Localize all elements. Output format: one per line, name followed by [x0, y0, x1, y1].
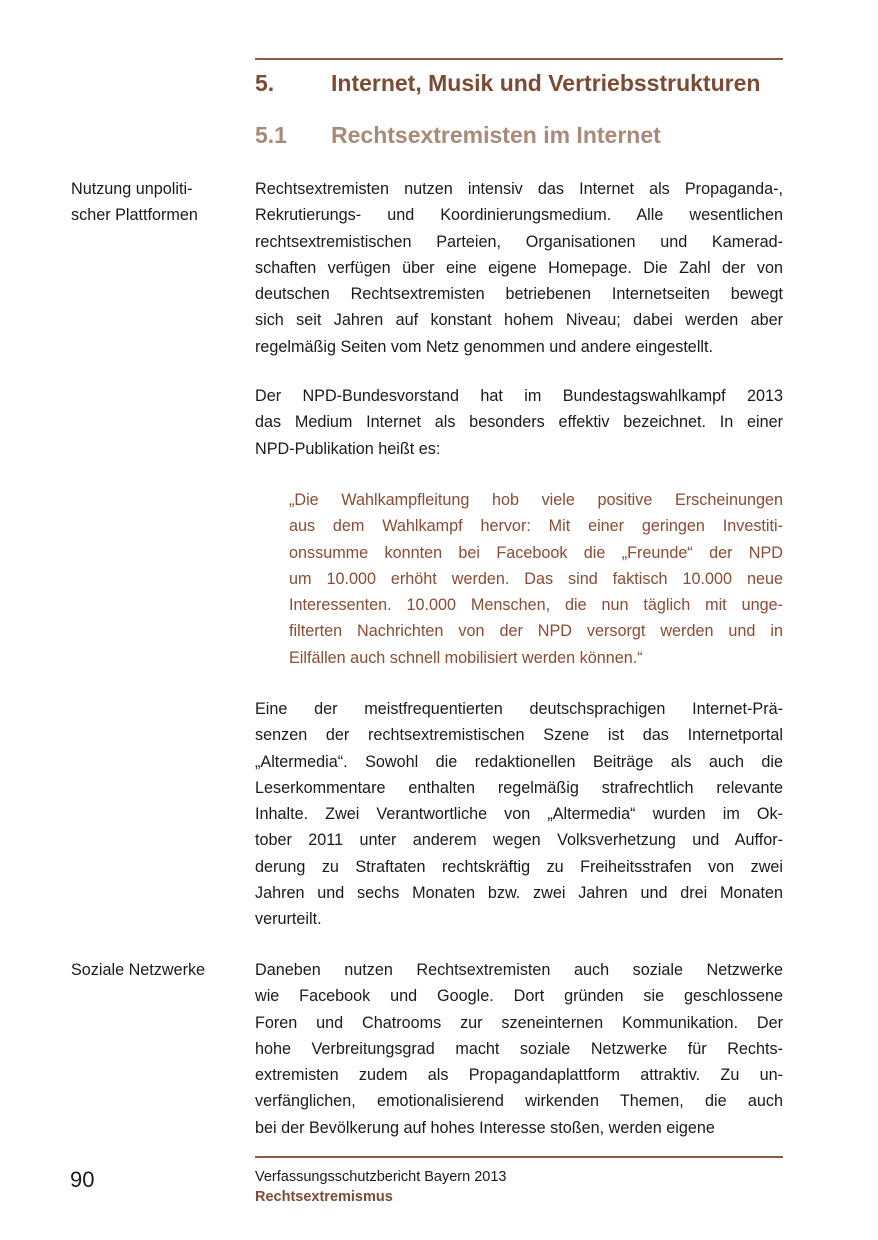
section-title: Internet, Musik und Vertriebsstrukturen — [331, 70, 761, 96]
text-line: Daneben nutzen Rechtsextremisten auch soziale Netzwerke — [255, 961, 783, 979]
paragraph-4 — [255, 957, 783, 1141]
paragraph-3 — [255, 696, 783, 933]
footer-publication: Verfassungsschutzbericht Bayern 2013 — [255, 1169, 507, 1185]
paragraph-2 — [255, 383, 783, 462]
text-line: Interessenten. 10.000 Menschen, die nun täglich mit unge- — [289, 596, 783, 615]
text-line: verfänglichen, emotionalisierend wirkenden Themen, die auch — [255, 1092, 783, 1111]
text-line: extremisten zudem als Propagandaplattform attraktiv. Zu un- — [255, 1066, 783, 1085]
paragraph-1 — [255, 176, 783, 360]
text-line: Rechtsextremisten nutzen intensiv das Internet als Propaganda-, — [255, 180, 783, 198]
text-line: sich seit Jahren auf konstant hohem Niveau; dabei werden aber — [255, 311, 783, 330]
text-line: Inhalte. Zwei Verantwortliche von „Altermedia“ wurden im Ok- — [255, 805, 783, 824]
footer-chapter: Rechtsextremismus — [255, 1189, 393, 1205]
text-line: Foren und Chatrooms zur szeneinternen Kommunikation. Der — [255, 1013, 783, 1032]
section-number: 5. — [255, 70, 275, 96]
margin-note-line: scher Plattformen — [71, 206, 198, 225]
text-line: hohe Verbreitungsgrad macht soziale Netzwerke für Rechts- — [255, 1039, 783, 1058]
text-line: onssumme konnten bei Facebook die „Freunde“ der NPD — [289, 543, 783, 562]
text-line: senzen der rechtsextremistischen Szene ist das Internetportal — [255, 726, 783, 745]
text-line: schaften verfügen über eine eigene Homepage. Die Zahl der von — [255, 258, 783, 277]
text-line: NPD-Publikation heißt es: — [255, 439, 441, 458]
text-line: das Medium Internet als besonders effektiv bezeichnet. In einer — [255, 413, 783, 432]
subsection-heading — [255, 122, 795, 149]
text-line: Eilfällen auch schnell mobilisiert werden können.“ — [289, 648, 643, 667]
text-line: „Die Wahlkampfleitung hob viele positive Erscheinungen — [289, 491, 783, 509]
text-line: bei der Bevölkerung auf hohes Interesse stoßen, werden eigene — [255, 1118, 715, 1137]
text-line: wie Facebook und Google. Dort gründen sie geschlossene — [255, 987, 783, 1006]
text-line: „Altermedia“. Sowohl die redaktionellen Beiträge als auch die — [255, 752, 783, 771]
subsection-number: 5.1 — [255, 122, 287, 148]
top-rule — [255, 58, 783, 60]
margin-note-social-networks — [71, 957, 241, 983]
text-line: Leserkommentare enthalten regelmäßig strafrechtlich relevante — [255, 778, 783, 797]
text-line: verurteilt. — [255, 910, 322, 929]
text-line: aus dem Wahlkampf hervor: Mit einer geringen Investiti- — [289, 517, 783, 536]
text-line: Rekrutierungs- und Koordinierungsmedium. Alle wesentlichen — [255, 206, 783, 225]
text-line: derung zu Straftaten rechtskräftig zu Freiheitsstrafen von zwei — [255, 857, 783, 876]
text-line: regelmäßig Seiten vom Netz genommen und andere eingestellt. — [255, 337, 714, 356]
text-line: Der NPD-Bundesvorstand hat im Bundestagswahlkampf 2013 — [255, 387, 783, 405]
margin-note-line: Soziale Netzwerke — [71, 961, 206, 979]
subsection-title: Rechtsextremisten im Internet — [331, 122, 661, 148]
text-line: Jahren und sechs Monaten bzw. zwei Jahren und drei Monaten — [255, 884, 783, 903]
text-line: tober 2011 unter anderem wegen Volksverhetzung und Auffor- — [255, 831, 783, 850]
section-heading — [255, 70, 795, 97]
text-line: rechtsextremistischen Parteien, Organisationen und Kamerad- — [255, 232, 783, 251]
margin-note-platforms — [71, 176, 241, 229]
margin-note-line: Nutzung unpoliti- — [71, 180, 193, 198]
text-line: um 10.000 erhöht werden. Das sind faktisch 10.000 neue — [289, 569, 783, 588]
page-number: 90 — [70, 1167, 95, 1192]
text-line: filterten Nachrichten von der NPD versorgt werden und in — [289, 622, 783, 641]
text-line: deutschen Rechtsextremisten betriebenen Internetseiten bewegt — [255, 285, 783, 304]
footer-rule — [255, 1156, 783, 1158]
text-line: Eine der meistfrequentierten deutschsprachigen Internet-Prä- — [255, 700, 783, 718]
block-quote — [289, 487, 783, 671]
